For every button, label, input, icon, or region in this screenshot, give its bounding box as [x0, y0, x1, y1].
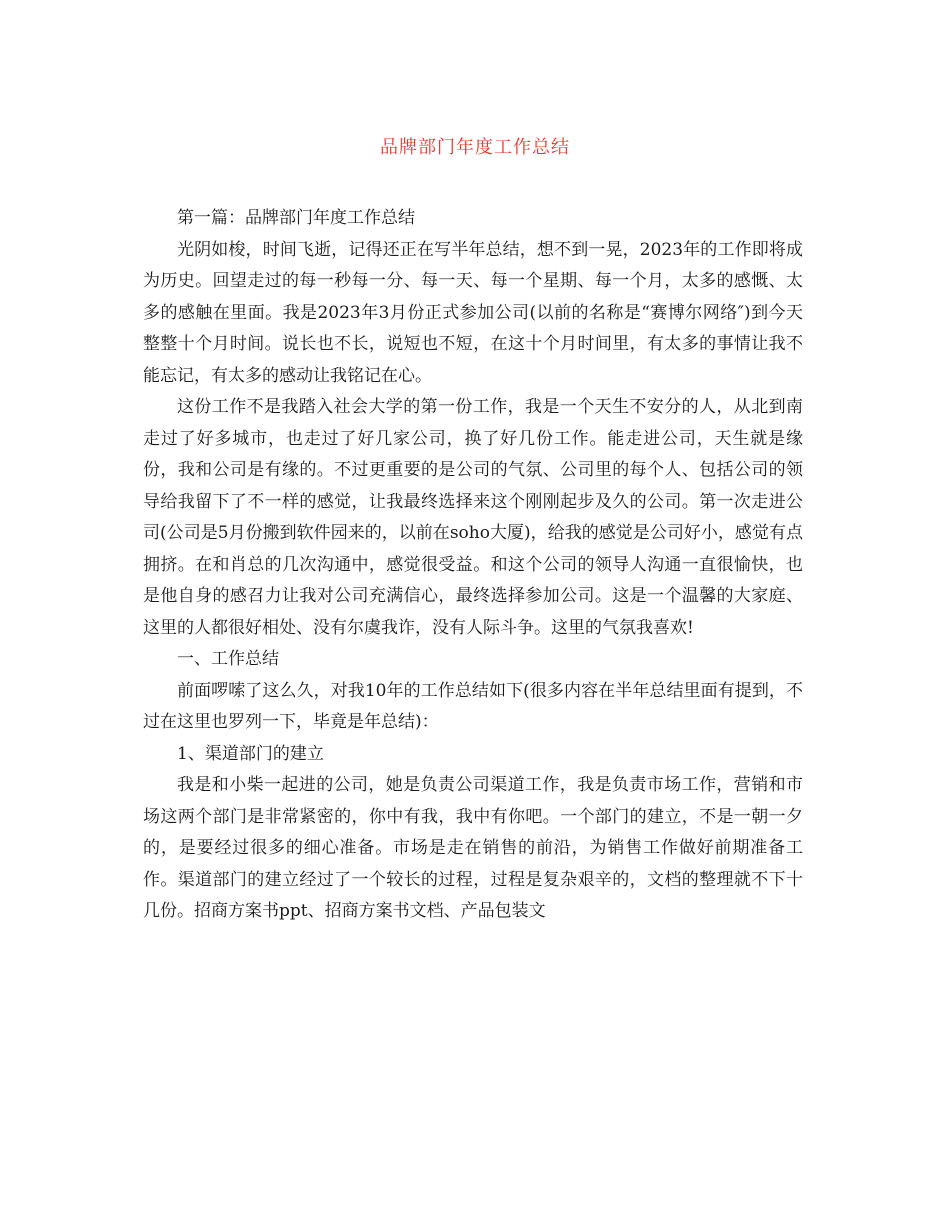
paragraph: 前面啰嗦了这么久，对我10年的工作总结如下(很多内容在半年总结里面有提到，不过在这里也罗列一下，毕竟是年总结)： [143, 680, 803, 732]
paragraph: 光阴如梭，时间飞逝，记得还正在写半年总结，想不到一晃，2023年的工作即将成为历史。回望走过的每一秒每一分、每一天、每一个星期、每一个月，太多的感慨、太多的感触在里面。我是2023年3月份正式参加公司(以前的名称是“赛博尔网络″)到今天整整十个月时间。说长也不长，说短也不短，在这十个月时间里，有太多的事情让我不能忘记，有太多的感动让我铭记在心。 [143, 239, 803, 386]
subsection-heading: 1、渠道部门的建立 [177, 743, 324, 764]
section-heading: 一、工作总结 [177, 649, 279, 669]
document-body [143, 203, 803, 928]
paragraph: 我是和小柴一起进的公司，她是负责公司渠道工作，我是负责市场工作，营销和市场这两个部门是非常紧密的，你中有我，我中有你吧。一个部门的建立，不是一朝一夕的，是要经过很多的细心准备。市场是走在销售的前沿，为销售工作做好前期准备工作。渠道部门的建立经过了一个较长的过程，过程是复杂艰辛的，文档的整理就不下十几份。招商方案书ppt、招商方案书文档、产品包装文 [143, 775, 803, 921]
document-title: 品牌部门年度工作总结 [380, 137, 570, 158]
section-heading: 第一篇：品牌部门年度工作总结 [177, 208, 415, 228]
paragraph: 这份工作不是我踏入社会大学的第一份工作，我是一个天生不安分的人，从北到南走过了好多城市，也走过了好几家公司，换了好几份工作。能走进公司，天生就是缘份，我和公司是有缘的。不过更重要的是公司的气氛、公司里的每个人、包括公司的领导给我留下了不一样的感觉，让我最终选择来这个刚刚起步及久的公司。第一次走进公司(公司是5月份搬到软件园来的，以前在soho大厦)，给我的感觉是公司好小，感觉有点拥挤。在和肖总的几次沟通中，感觉很受益。和这个公司的领导人沟通一直很愉快，也是他自身的感召力让我对公司充满信心，最终选择参加公司。这是一个温馨的大家庭、这里的人都很好相处、没有尔虞我诈，没有人际斗争。这里的气氛我喜欢! [143, 397, 803, 638]
